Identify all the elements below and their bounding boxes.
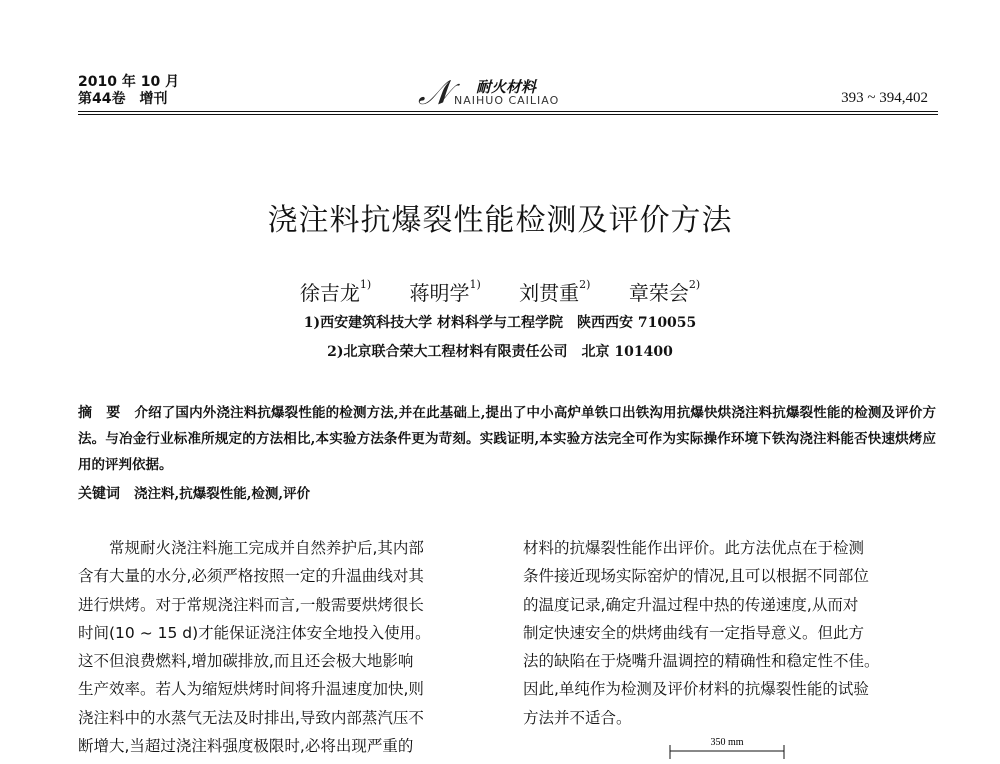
dimension-label: 350 mm [710,737,744,748]
author: 徐吉龙$^{1)}$ [299,278,372,305]
body-line: 制定快速安全的烘烤曲线有一定指导意义。但此方 [523,623,865,642]
body-line: 的温度记录,确定升温过程中热的传递速度,从而对 [523,595,859,614]
keywords-text: 浇注料,抗爆裂性能,检测,评价 [134,486,311,502]
journal-logo-en: NAIHUO CAILIAO [454,94,560,107]
journal-logo-mark-icon: 𝒩 [418,73,451,113]
body-column-left [78,534,488,760]
body-line: 材料的抗爆裂性能作出评价。此方法优点在于检测 [523,539,865,557]
body-line: 含有大量的水分,必须严格按照一定的升温曲线对其 [78,567,424,586]
body-line: 断增大,当超过浇注料强度极限时,必将出现严重的 [78,737,414,756]
author: 章荣会$^{2)}$ [628,278,701,305]
issue-volume: 第44卷 增刊 [78,91,168,107]
body-line: 浇注料中的水蒸气无法及时排出,导致内部蒸汽压不 [78,708,424,727]
dimension-line-graphic [668,733,788,760]
abstract-label: 摘 要 [78,405,121,421]
header-rule-top [78,111,938,112]
body-line: 时间(10 ~ 15 d)才能保证浇注体安全地投入使用。 [78,623,431,642]
author: 蒋明学$^{1)}$ [409,278,481,305]
body-line: 进行烘烤。对于常规浇注料而言,一般需要烘烤很长 [78,595,424,614]
journal-logo-cn: 耐火材料 [476,78,537,96]
journal-logo [418,73,608,113]
author-list [0,277,1000,306]
abstract [78,400,936,478]
paper-title: 浇注料抗爆裂性能检测及评价方法 [267,203,733,238]
body-line: 常规耐火浇注料施工完成并自然养护后,其内部 [78,539,424,557]
affiliation-1: 1)西安建筑科技大学 材料科学与工程学院 陕西西安 710055 [303,315,697,331]
body-line: 因此,单纯作为检测及评价材料的抗爆裂性能的试验 [523,680,869,699]
body-line: 这不但浪费燃料,增加碳排放,而且还会极大地影响 [78,652,414,671]
abstract-text: 介绍了国内外浇注料抗爆裂性能的检测方法,并在此基础上,提出了中小高炉单铁口出铁沟用抗爆快烘浇注料抗爆裂性能的检测及评价方法。与冶金行业标准所规定的方法相比,本实验方法条件更为苛刻。实践证明,本实验方法完全可作为实际操作环境下铁沟浇注料能否快速烘烤应用的评判依据。 [78,405,936,473]
figure-fragment [668,733,788,760]
issue-date: 2010 年 10 月 [78,74,180,90]
keywords [78,482,310,503]
body-line: 方法并不适合。 [523,708,632,727]
author: 刘贯重$^{2)}$ [519,278,591,305]
page-range: 393 ~ 394,402 [841,90,928,106]
body-line: 条件接近现场实际窑炉的情况,且可以根据不同部位 [523,567,869,586]
header-rule-bottom [78,114,938,115]
affiliation-2: 2)北京联合荣大工程材料有限责任公司 北京 101400 [327,344,673,360]
issue-info [78,74,179,108]
body-line: 生产效率。若人为缩短烘烤时间将升温速度加快,则 [78,680,424,699]
keywords-label: 关键词 [78,486,120,502]
body-column-right [523,534,933,732]
body-line: 法的缺陷在于烧嘴升温调控的精确性和稳定性不佳。 [523,652,880,671]
